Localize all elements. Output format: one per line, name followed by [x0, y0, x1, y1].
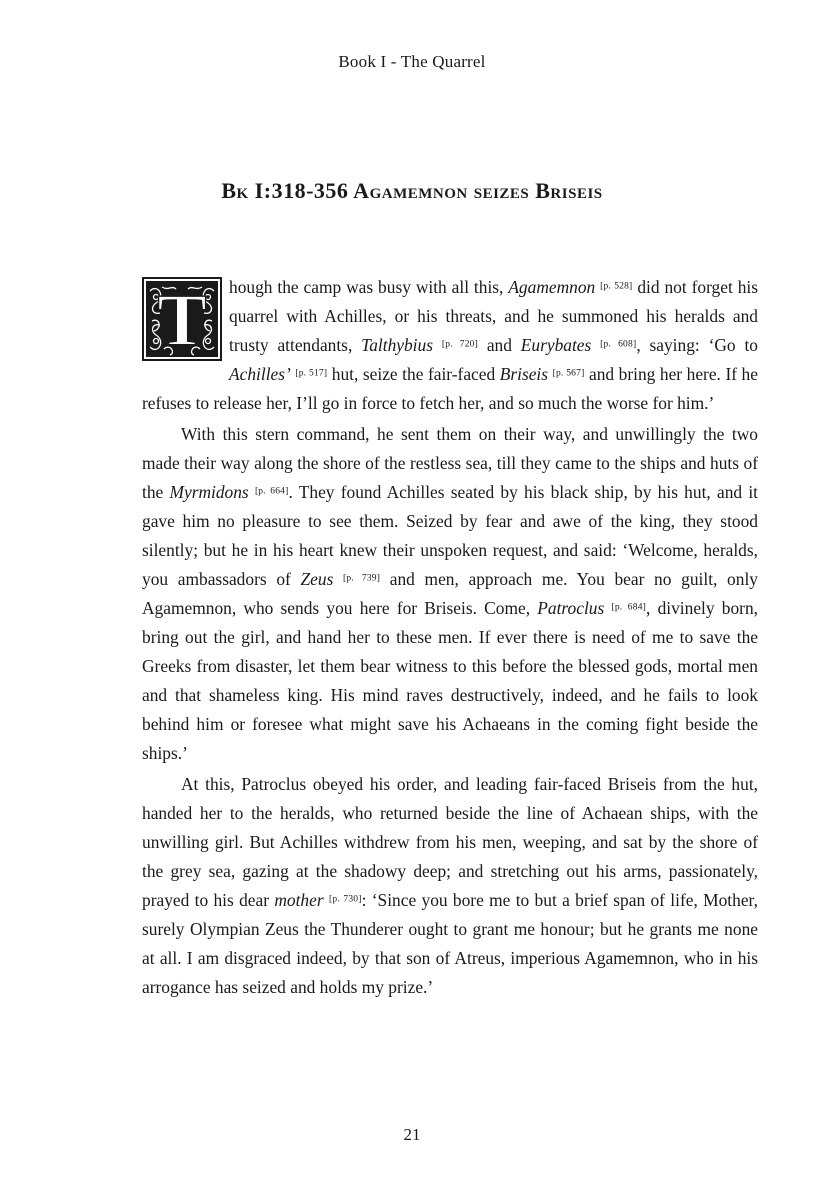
italic-name: Eurybates	[520, 335, 592, 355]
page-number: 21	[403, 1125, 421, 1144]
page-reference: [p. 517]	[295, 368, 328, 379]
text-run: did not forget his quarrel with Achilles, or his threats, and he summoned his heralds and trusty attendants,	[229, 277, 758, 355]
page-reference: [p. 720]	[441, 339, 478, 350]
text-run: and bring her here. If he refuses to release her, I’ll go in force to fetch her, and so much the worse for him.’	[142, 364, 758, 413]
page-reference: [p. 528]	[600, 281, 633, 292]
text-run	[333, 569, 343, 589]
paragraph	[142, 770, 758, 1002]
italic-name: Zeus	[300, 569, 334, 589]
text-run: , saying: ‘Go to	[636, 335, 758, 355]
page-reference: [p. 567]	[552, 368, 585, 379]
paragraph	[142, 273, 758, 418]
italic-name: Myrmidons	[169, 482, 249, 502]
paragraph	[142, 420, 758, 768]
ornamental-dropcap	[142, 277, 222, 361]
svg-text:T: T	[157, 280, 207, 361]
text-run: hut, seize the fair-faced	[327, 364, 500, 384]
page-reference: [p. 608]	[600, 339, 637, 350]
text-run	[433, 335, 442, 355]
page-reference: [p. 739]	[343, 573, 381, 584]
page-reference: [p. 664]	[254, 486, 289, 497]
italic-name: Talthybius	[361, 335, 433, 355]
text-run: , divinely born, bring out the girl, and hand her to these men. If ever there is need of me to save the Greeks from disaster, let them bear witness to this before the blessed gods, mortal men and that shameless king. His mind raves destructively, indeed, and he fails to look behind him or foresee what might save his Achaeans in the coming fight beside the ships.’	[142, 598, 758, 763]
italic-name: Achilles’	[229, 364, 291, 384]
text-run	[591, 335, 600, 355]
text-run: and	[478, 335, 521, 355]
italic-name: mother	[274, 890, 324, 910]
text-run: and men, approach me. You bear no guilt, only Agamemnon, who sends you here for Briseis. Come,	[142, 569, 758, 618]
paragraph-container	[142, 273, 758, 1002]
italic-name: Briseis	[499, 364, 549, 384]
page-reference: [p. 730]	[328, 894, 362, 905]
italic-name: Agamemnon	[508, 277, 596, 297]
text-run: . They found Achilles seated by his black ship, by his hut, and it gave him no pleasure to see them. Seized by fear and awe of the king, they stood silently; but he in his heart knew their unspoken request, and said: ‘Welcome, heralds, you ambassadors of	[142, 482, 758, 589]
running-head: Book I - The Quarrel	[338, 52, 486, 71]
text-run: hough the camp was busy with all this,	[229, 277, 509, 297]
chapter-title: Bk I:318-356 Agamemnon seizes Briseis	[221, 178, 603, 203]
text-run: : ‘Since you bore me to but a brief span of life, Mother, surely Olympian Zeus the Thunderer ought to grant me honour; but he grants me none at all. I am disgraced indeed, by that son of Atreus, imperious Agamemnon, who in his arrogance has seized and holds my prize.’	[142, 890, 758, 997]
italic-name: Patroclus	[537, 598, 605, 618]
text-run: With this stern command, he sent them on their way, and unwillingly the two made their way along the shore of the restless sea, till they came to the ships and huts of the	[142, 424, 758, 502]
body-text	[142, 273, 758, 1004]
page-reference: [p. 684]	[611, 602, 647, 613]
text-run: At this, Patroclus obeyed his order, and leading fair-faced Briseis from the hut, handed her to the heralds, who returned beside the line of Achaean ships, with the unwilling girl. But Achilles withdrew from his men, weeping, and sat by the shore of the grey sea, gazing at the shadowy deep; and stretching out his arms, passionately, prayed to his dear	[142, 774, 758, 910]
